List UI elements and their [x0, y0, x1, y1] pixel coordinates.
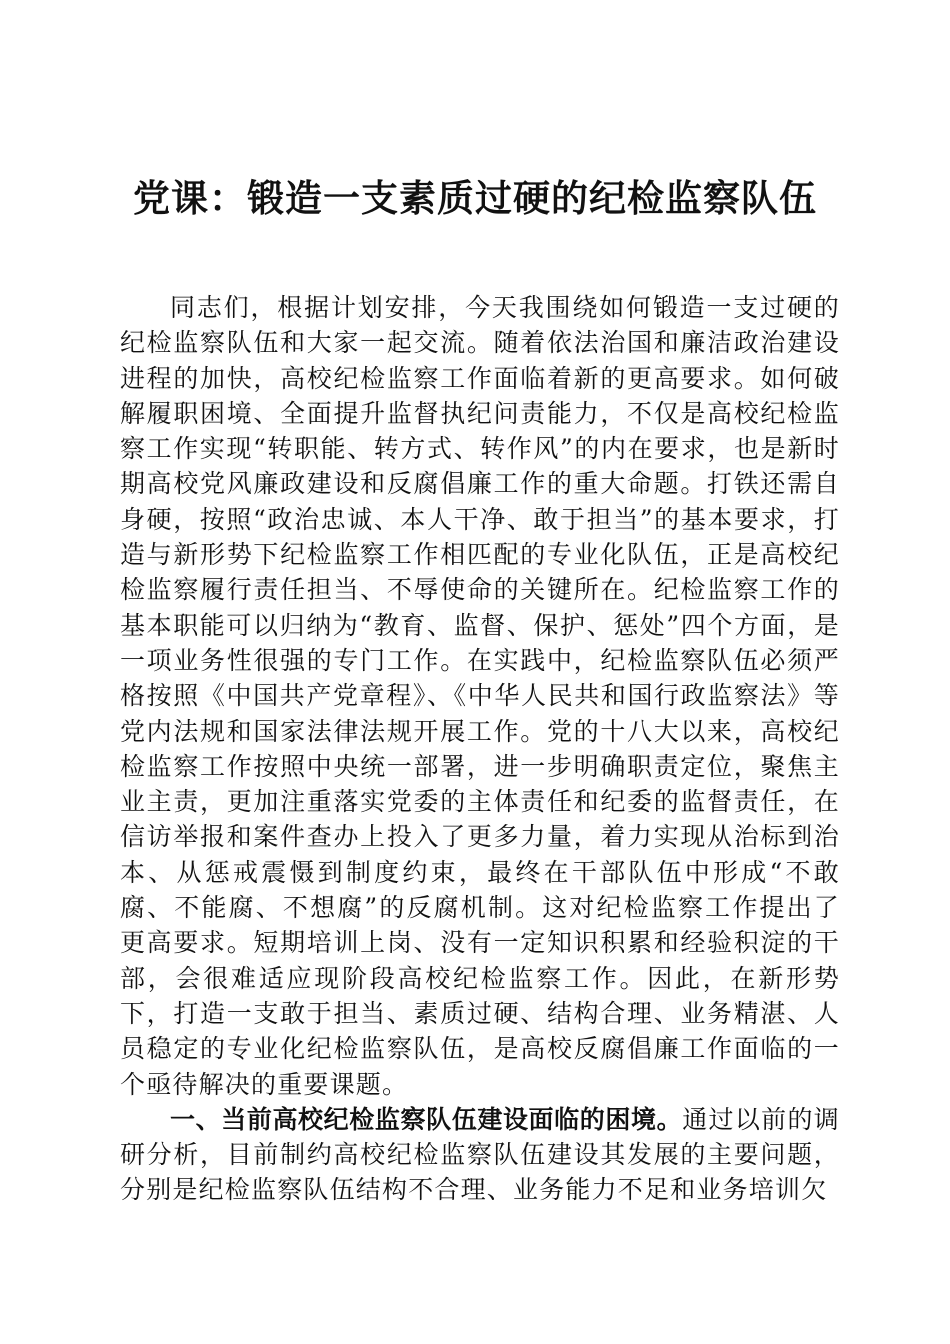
paragraph-text: 同志们，根据计划安排，今天我围绕如何锻造一支过硬的纪检监察队伍和大家一起交流。随着依法治国和廉洁政治建设进程的加快，高校纪检监察工作面临着新的更高要求。如何破解履职困境、全面提升监督执纪问责能力，不仅是高校纪检监察工作实现“转职能、转方式、转作风”的内在要求，也是新时期高校党风廉政建设和反腐倡廉工作的重大命题。打铁还需自身硬，按照“政治忠诚、本人干净、敢于担当”的基本要求，打造与新形势下纪检监察工作相匹配的专业化队伍，正是高校纪检监察履行责任担当、不辱使命的关键所在。纪检监察工作的基本职能可以归纳为“教育、监督、保护、惩处”四个方面，是一项业务性很强的专门工作。在实践中，纪检监察队伍必须严格按照《中国共产党章程》、《中华人民共和国行政监察法》等党内法规和国家法律法规开展工作。党的十八大以来，高校纪检监察工作按照中央统一部署，进一步明确职责定位，聚焦主业主责，更加注重落实党委的主体责任和纪委的监督责任，在信访举报和案件查办上投入了更多力量，着力实现从治标到治本、从惩戒震慑到制度约束，最终在干部队伍中形成“不敢腐、不能腐、不想腐”的反腐机制。这对纪检监察工作提出了更高要求。短期培训上岗、没有一定知识积累和经验积淀的干部，会很难适应现阶段高校纪检监察工作。因此，在新形势下，打造一支敢于担当、素质过硬、结构合理、业务精湛、人员稳定的专业化纪检监察队伍，是高校反腐倡廉工作面临的一个亟待解决的重要课题。	[120, 293, 840, 1099]
paragraph-text: 通过以前的调研分析，目前制约高校纪检监察队伍建设其发展的主要问题，分别是纪检监察队伍结构不合理、业务能力不足和业务培训欠	[120, 1104, 840, 1205]
section-heading: 一、当前高校纪检监察队伍建设面临的困境。	[170, 1104, 683, 1134]
paragraph-section-1	[120, 1102, 840, 1208]
document-body	[120, 290, 840, 1208]
paragraph-intro	[120, 290, 840, 1102]
document-title: 党课：锻造一支素质过硬的纪检监察队伍	[133, 177, 817, 220]
